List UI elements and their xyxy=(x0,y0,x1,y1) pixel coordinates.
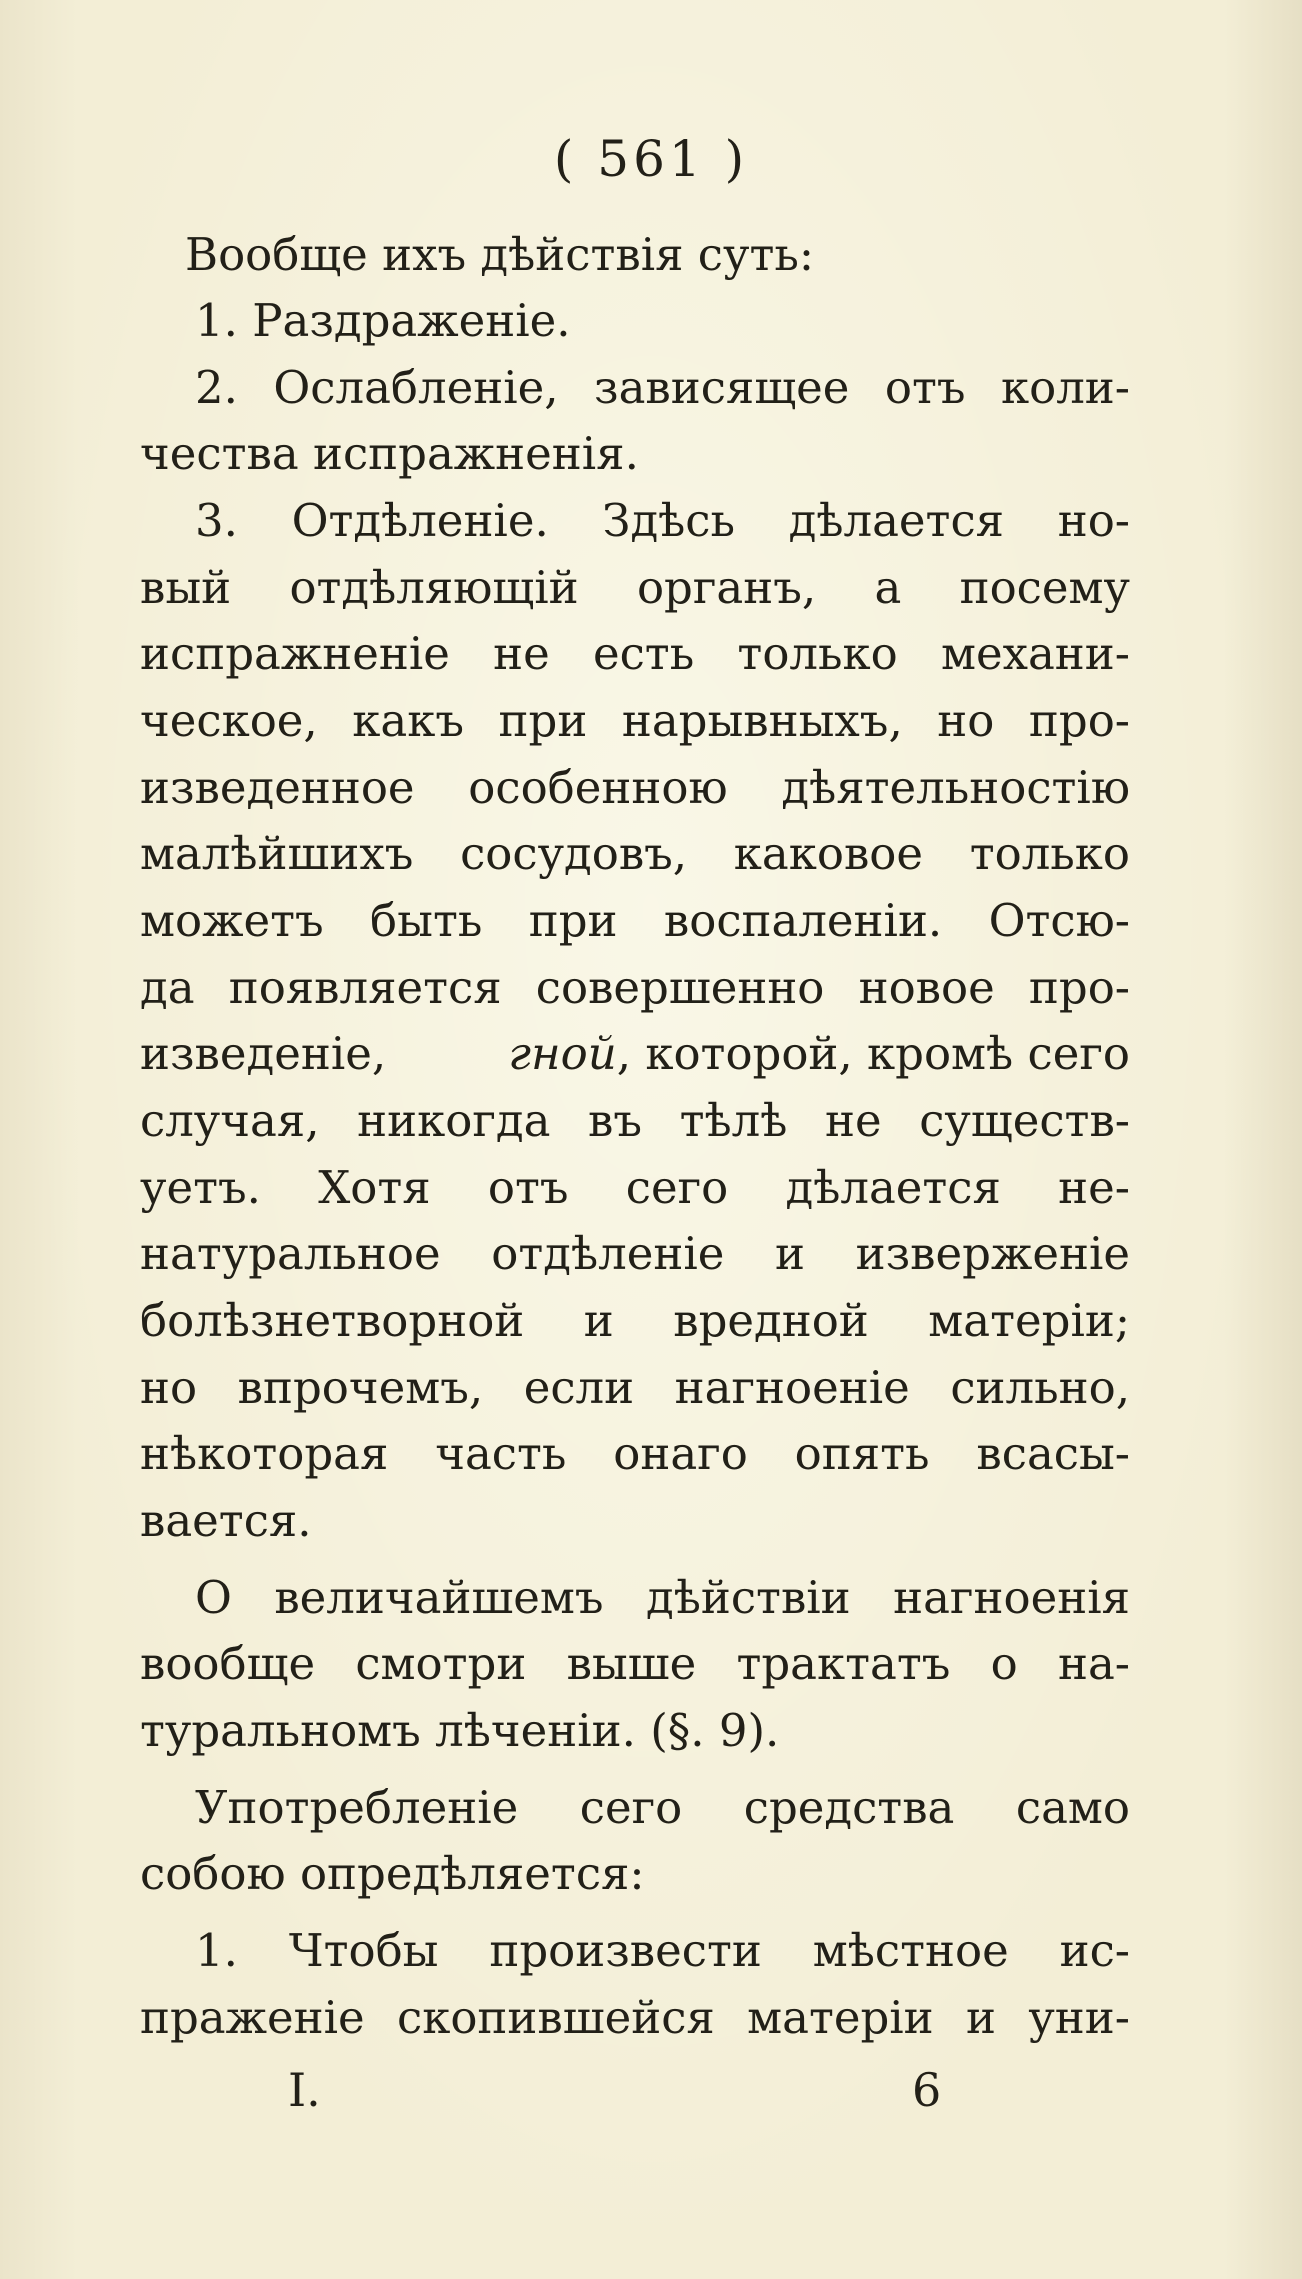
signature-mark-left: I. xyxy=(288,2063,321,2117)
text-line: да появляется совершенно новое про- xyxy=(140,961,1130,1014)
text-line: О величайшемъ дѣйствіи нагноенія xyxy=(195,1571,1130,1624)
text-line: но впрочемъ, если нагноеніе сильно, xyxy=(140,1361,1130,1414)
text-line: нѣкоторая часть онаго опять всасы- xyxy=(140,1427,1130,1480)
text-line: болѣзнетворной и вредной матеріи; xyxy=(140,1294,1130,1347)
text-line: чества испражненія. xyxy=(140,427,639,480)
page-number-header: ( 561 ) xyxy=(553,130,749,188)
text-line: Вообще ихъ дѣйствія суть: xyxy=(185,228,815,281)
text-line: вообще смотри выше трактатъ о на- xyxy=(140,1637,1130,1690)
text-line: 1. Чтобы произвести мѣстное ис- xyxy=(195,1924,1130,1977)
text-line: натуральное отдѣленіе и изверженіе xyxy=(140,1227,1130,1280)
text-line-mixed xyxy=(140,1021,1130,1087)
text-line: 2. Ослабленіе, зависящее отъ коли- xyxy=(195,361,1130,414)
text-line: можетъ быть при воспаленіи. Отсю- xyxy=(140,894,1130,947)
text-line: 1. Раздраженіе. xyxy=(195,294,571,347)
italic-term: гной xyxy=(508,1027,617,1080)
text-line: малѣйшихъ сосудовъ, каковое только xyxy=(140,827,1130,880)
text-line: вый отдѣляющій органъ, а посему xyxy=(140,561,1130,614)
signature-mark-right: 6 xyxy=(912,2063,942,2117)
text-line: Употребленіе сего средства само xyxy=(195,1781,1130,1834)
text-line: случая, никогда въ тѣлѣ не существ- xyxy=(140,1094,1130,1147)
text-line: уетъ. Хотя отъ сего дѣлается не- xyxy=(140,1161,1130,1214)
text-segment: изведеніе, xyxy=(140,1027,387,1080)
text-line: 3. Отдѣленіе. Здѣсь дѣлается но- xyxy=(195,494,1130,547)
text-line: вается. xyxy=(140,1494,312,1547)
text-line: туральномъ лѣченіи. (§. 9). xyxy=(140,1704,780,1757)
text-line: ческое, какъ при нарывныхъ, но про- xyxy=(140,694,1130,747)
text-line: праженіе скопившейся матеріи и уни- xyxy=(140,1991,1130,2044)
text-line: собою опредѣляется: xyxy=(140,1847,645,1900)
text-line: испражненіе не есть только механи- xyxy=(140,627,1130,680)
text-line: изведенное особенною дѣятельностію xyxy=(140,761,1130,814)
text-segment: , которой, кромѣ сего xyxy=(616,1027,1130,1080)
